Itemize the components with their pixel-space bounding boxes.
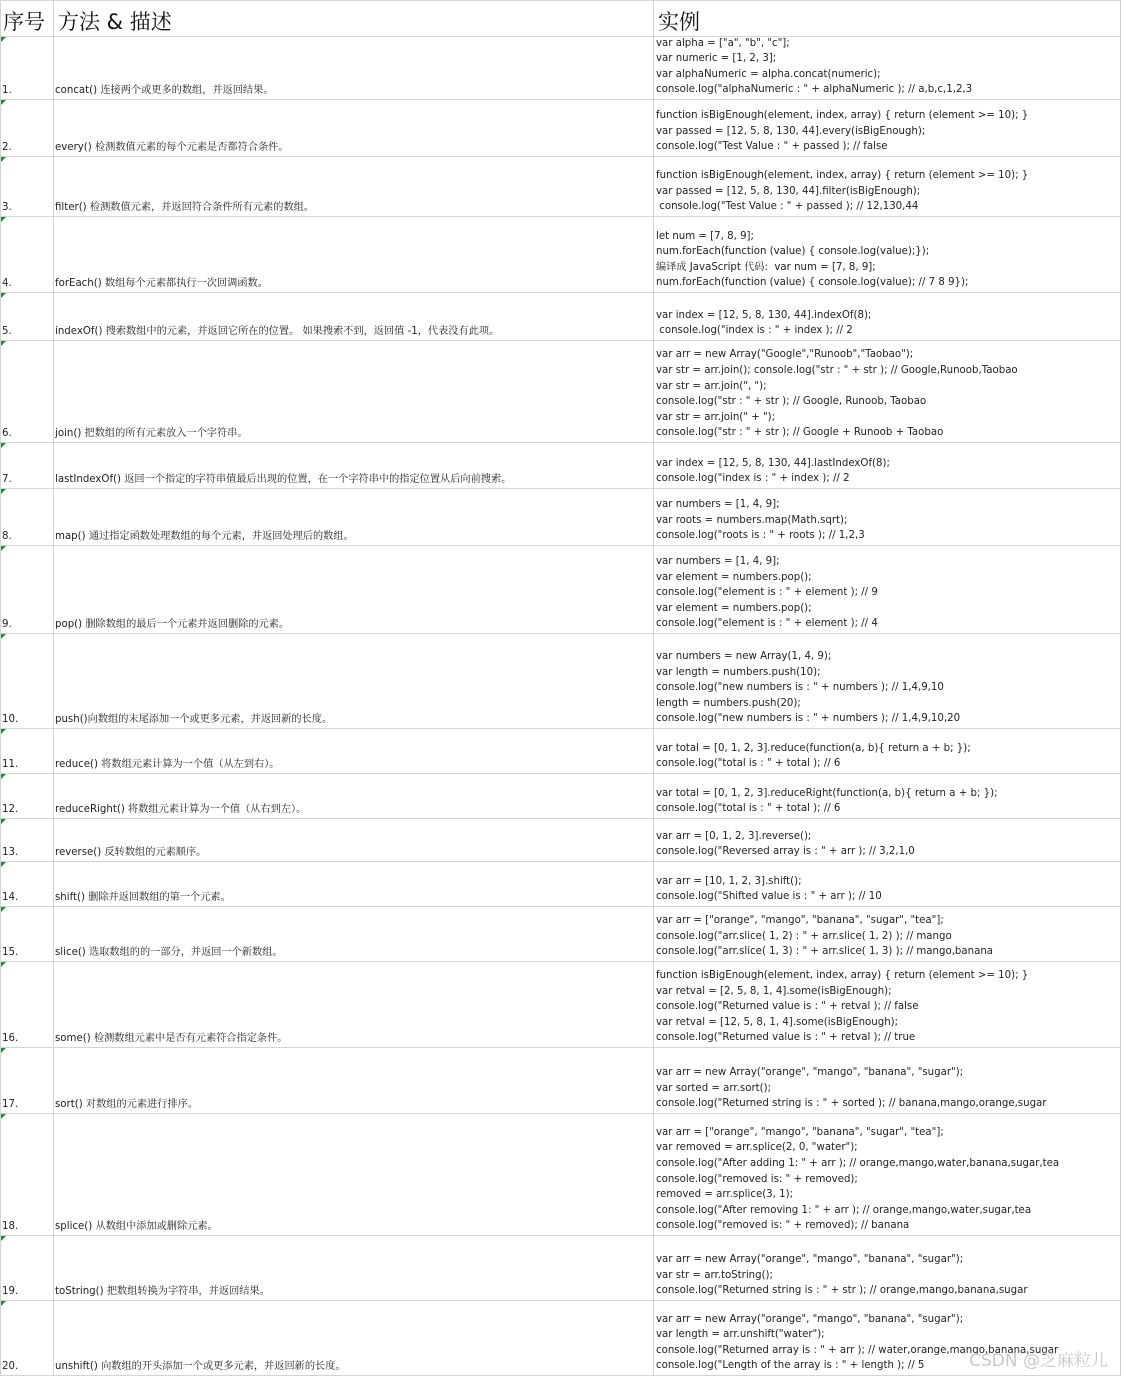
code-line: var numeric = [1, 2, 3]; [656,53,777,65]
method-description: forEach() 数组每个元素都执行一次回调函数。 [55,278,268,289]
row-divider [0,156,1121,157]
code-line: console.log("index is : " + index ); // 2 [656,325,853,337]
cell-marker-icon [1,157,6,162]
row-divider [0,0,1121,1]
row-number: 19. [2,1286,19,1297]
method-description: lastIndexOf() 返回一个指定的字符串值最后出现的位置，在一个字符串中的指定位置从后向前搜索。 [55,474,512,485]
code-line: var retval = [2, 5, 8, 1, 4].some(isBigEnough); [656,985,892,997]
cell-marker-icon [1,489,6,494]
code-line: console.log("Returned string is : " + sorted ); // banana,mango,orange,sugar [656,1098,1047,1110]
row-number: 16. [2,1033,19,1044]
code-line: console.log("new numbers is : " + numbers ); // 1,4,9,10 [656,682,944,694]
code-example [656,786,1118,817]
method-description: reverse() 反转数组的元素顺序。 [55,847,207,858]
method-description: reduceRight() 将数组元素计算为一个值（从右到左）。 [55,804,307,815]
code-line: var arr = [0, 1, 2, 3].reverse(); [656,830,812,842]
code-line: function isBigEnough(element, index, array) { return (element >= 10); } [656,970,1029,981]
method-description: unshift() 向数组的开头添加一个或更多元素，并返回新的长度。 [55,1361,346,1372]
code-line: var arr = new Array("orange", "mango", "banana", "sugar"); [656,1254,964,1266]
cell-marker-icon [1,862,6,867]
code-line: var element = numbers.pop(); [656,571,812,583]
method-description: join() 把数组的所有元素放入一个字符串。 [55,428,248,439]
row-divider [0,728,1121,729]
row-divider [0,292,1121,293]
code-line: num.forEach(function (value) { console.log(value);}); [656,246,930,258]
row-divider [0,488,1121,489]
code-line: var str = arr.toString(); [656,1269,773,1281]
column-divider [53,0,54,1375]
code-example [656,913,1118,960]
row-divider [0,773,1121,774]
code-line: var length = numbers.push(10); [656,666,821,678]
row-number: 7. [2,474,12,485]
code-line: console.log("str : " + str ); // Google, Runoob, Taobao [656,396,927,408]
code-example [656,874,1118,905]
row-number: 15. [2,947,19,958]
code-line: 编译成 JavaScript 代码: var num = [7, 8, 9]; [656,261,876,273]
code-example [656,1065,1118,1112]
code-line: console.log("Reversed array is : " + arr ); // 3,2,1,0 [656,846,915,858]
row-divider [0,818,1121,819]
cell-marker-icon [1,443,6,448]
code-line: console.log("Length of the array is : " + length ); // 5 [656,1360,925,1372]
code-line: console.log("arr.slice( 1, 2) : " + arr.slice( 1, 2) ); // mango [656,930,952,942]
code-line: console.log("After adding 1: " + arr ); // orange,mango,water,banana,sugar,tea [656,1157,1060,1169]
code-line: var arr = new Array("orange", "mango", "banana", "sugar"); [656,1067,964,1079]
code-example [656,968,1118,1046]
row-divider [0,1300,1121,1301]
cell-marker-icon [1,1301,6,1306]
code-line: var numbers = new Array(1, 4, 9); [656,651,832,662]
row-number: 6. [2,428,12,439]
cell-marker-icon [1,1048,6,1053]
code-line: console.log("After removing 1: " + arr ); // orange,mango,water,sugar,tea [656,1204,1032,1216]
code-example [656,36,1118,98]
code-line: console.log("alphaNumeric : " + alphaNumeric ); // a,b,c,1,2,3 [656,84,973,96]
method-description: sort() 对数组的元素进行排序。 [55,1099,198,1110]
code-line: var arr = new Array("Google","Runoob","Taobao"); [656,349,914,361]
code-example [656,347,1118,441]
code-line: var str = arr.join(", "); [656,380,767,392]
code-line: removed = arr.splice(3, 1); [656,1189,794,1201]
row-number: 10. [2,714,19,725]
row-number: 5. [2,326,12,337]
code-line: var total = [0, 1, 2, 3].reduceRight(function(a, b){ return a + b; }); [656,787,998,799]
code-line: console.log("str : " + str ); // Google + Runoob + Taobao [656,427,944,439]
code-example [656,829,1118,860]
code-line: console.log("roots is : " + roots ); // 1,2,3 [656,530,865,542]
code-line: function isBigEnough(element, index, array) { return (element >= 10); } [656,170,1029,182]
cell-marker-icon [1,100,6,105]
row-divider [0,99,1121,100]
column-divider [1120,0,1121,1375]
code-example [656,308,1118,339]
code-line: var passed = [12, 5, 8, 130, 44].every(isBigEnough); [656,125,926,137]
cell-marker-icon [1,37,6,42]
code-line: console.log("index is : " + index ); // 2 [656,473,850,485]
code-line: console.log("removed is: " + removed); [656,1173,858,1185]
code-line: console.log("Returned array is : " + arr ); // water,orange,mango,banana,sugar [656,1344,1059,1356]
code-line: var arr = ["orange", "mango", "banana", "sugar", "tea"]; [656,915,944,927]
method-description: pop() 删除数组的最后一个元素并返回删除的元素。 [55,619,290,630]
method-description: filter() 检测数值元素，并返回符合条件所有元素的数组。 [55,202,315,213]
code-example [656,649,1118,727]
code-line: console.log("Returned value is : " + retval ); // false [656,1001,919,1013]
code-line: var removed = arr.splice(2, 0, "water"); [656,1142,858,1154]
method-description: push()向数组的末尾添加一个或更多元素，并返回新的长度。 [55,714,333,725]
code-example [656,741,1118,772]
cell-marker-icon [1,341,6,346]
code-line: var alphaNumeric = alpha.concat(numeric); [656,68,881,80]
code-example [656,168,1118,215]
watermark: CSDN @芝麻粒儿 [969,1351,1108,1371]
cell-marker-icon [1,1114,6,1119]
row-divider [0,906,1121,907]
code-line: var arr = [10, 1, 2, 3].shift(); [656,875,802,887]
row-number: 12. [2,804,19,815]
cell-marker-icon [1,1236,6,1241]
code-line: var length = arr.unshift("water"); [656,1329,825,1341]
code-line: console.log("new numbers is : " + numbers ); // 1,4,9,10,20 [656,713,961,725]
row-number: 17. [2,1099,19,1110]
method-description: slice() 选取数组的的一部分，并返回一个新数组。 [55,947,283,958]
row-divider [0,545,1121,546]
row-number: 18. [2,1221,19,1232]
row-number: 14. [2,892,19,903]
code-line: function isBigEnough(element, index, array) { return (element >= 10); } [656,110,1029,122]
code-line: console.log("element is : " + element ); // 9 [656,587,878,599]
cell-marker-icon [1,729,6,734]
code-line: var passed = [12, 5, 8, 130, 44].filter(isBigEnough); [656,185,921,197]
header-num: 序号 [3,10,45,34]
row-number: 2. [2,142,12,153]
row-number: 9. [2,619,12,630]
row-number: 20. [2,1361,19,1372]
code-line: length = numbers.push(20); [656,697,801,709]
header-example: 实例 [658,10,700,34]
column-divider [653,0,654,1375]
code-line: console.log("arr.slice( 1, 3) : " + arr.slice( 1, 3) ); // mango,banana [656,946,994,958]
cell-marker-icon [1,962,6,967]
cell-marker-icon [1,546,6,551]
code-line: console.log("element is : " + element ); // 4 [656,618,878,630]
code-example [656,497,1118,544]
cell-marker-icon [1,634,6,639]
method-description: toString() 把数组转换为字符串，并返回结果。 [55,1286,270,1297]
code-line: var arr = ["orange", "mango", "banana", "sugar", "tea"]; [656,1126,944,1138]
code-line: var roots = numbers.map(Math.sqrt); [656,514,848,526]
code-line: console.log("Shifted value is : " + arr ); // 10 [656,891,882,903]
code-line: var retval = [12, 5, 8, 1, 4].some(isBigEnough); [656,1016,899,1028]
code-example [656,229,1118,291]
method-description: map() 通过指定函数处理数组的每个元素，并返回处理后的数组。 [55,531,354,542]
code-line: num.forEach(function (value) { console.log(value); // 7 8 9}); [656,277,969,289]
row-divider [0,340,1121,341]
method-description: concat() 连接两个或更多的数组，并返回结果。 [55,85,274,96]
code-example [656,456,1118,487]
cell-marker-icon [1,293,6,298]
code-line: var index = [12, 5, 8, 130, 44].lastIndexOf(8); [656,457,890,469]
cell-marker-icon [1,774,6,779]
code-line: console.log("Returned value is : " + retval ); // true [656,1032,916,1044]
method-description: shift() 删除并返回数组的第一个元素。 [55,892,231,903]
row-divider [0,1235,1121,1236]
row-number: 3. [2,202,12,213]
code-line: var numbers = [1, 4, 9]; [656,499,780,511]
code-line: var alpha = ["a", "b", "c"]; [656,37,790,49]
row-number: 4. [2,278,12,289]
row-divider [0,442,1121,443]
row-divider [0,861,1121,862]
cell-marker-icon [1,217,6,222]
method-description: splice() 从数组中添加或删除元素。 [55,1221,218,1232]
row-divider [0,633,1121,634]
code-line: console.log("total is : " + total ); // 6 [656,758,841,770]
code-line: var arr = new Array("orange", "mango", "banana", "sugar"); [656,1313,964,1325]
row-number: 11. [2,759,19,770]
code-line: console.log("removed is: " + removed); // banana [656,1220,910,1232]
header-method: 方法 & 描述 [58,10,172,34]
cell-marker-icon [1,907,6,912]
column-divider [0,0,1,1375]
code-line: var str = arr.join(" + "); [656,411,776,423]
method-description: indexOf() 搜索数组中的元素，并返回它所在的位置。 如果搜索不到，返回值 -1，代表没有此项。 [55,326,500,337]
row-divider [0,961,1121,962]
code-line: var str = arr.join(); console.log("str : " + str ); // Google,Runoob,Taobao [656,364,1018,376]
code-line: var sorted = arr.sort(); [656,1082,772,1094]
method-description: every() 检测数值元素的每个元素是否都符合条件。 [55,142,289,153]
code-line: console.log("total is : " + total ); // 6 [656,803,841,815]
method-description: some() 检测数组元素中是否有元素符合指定条件。 [55,1033,288,1044]
code-line: var numbers = [1, 4, 9]; [656,556,780,567]
code-example [656,108,1118,155]
code-example [656,1125,1118,1234]
code-line: var total = [0, 1, 2, 3].reduce(function(a, b){ return a + b; }); [656,742,971,754]
code-line: var index = [12, 5, 8, 130, 44].indexOf(8); [656,309,872,321]
code-line: let num = [7, 8, 9]; [656,230,754,242]
row-divider [0,1113,1121,1114]
code-line: console.log("Test Value : " + passed ); // false [656,141,888,153]
method-description: reduce() 将数组元素计算为一个值（从左到右）。 [55,759,280,770]
code-line: var element = numbers.pop(); [656,602,812,614]
row-number: 8. [2,531,12,542]
code-line: console.log("Test Value : " + passed ); // 12,130,44 [656,201,919,213]
row-divider [0,216,1121,217]
code-example [656,1252,1118,1299]
cell-marker-icon [1,819,6,824]
code-example [656,554,1118,632]
row-number: 13. [2,847,19,858]
row-number: 1. [2,85,12,96]
row-divider [0,1047,1121,1048]
code-line: console.log("Returned string is : " + str ); // orange,mango,banana,sugar [656,1285,1028,1297]
